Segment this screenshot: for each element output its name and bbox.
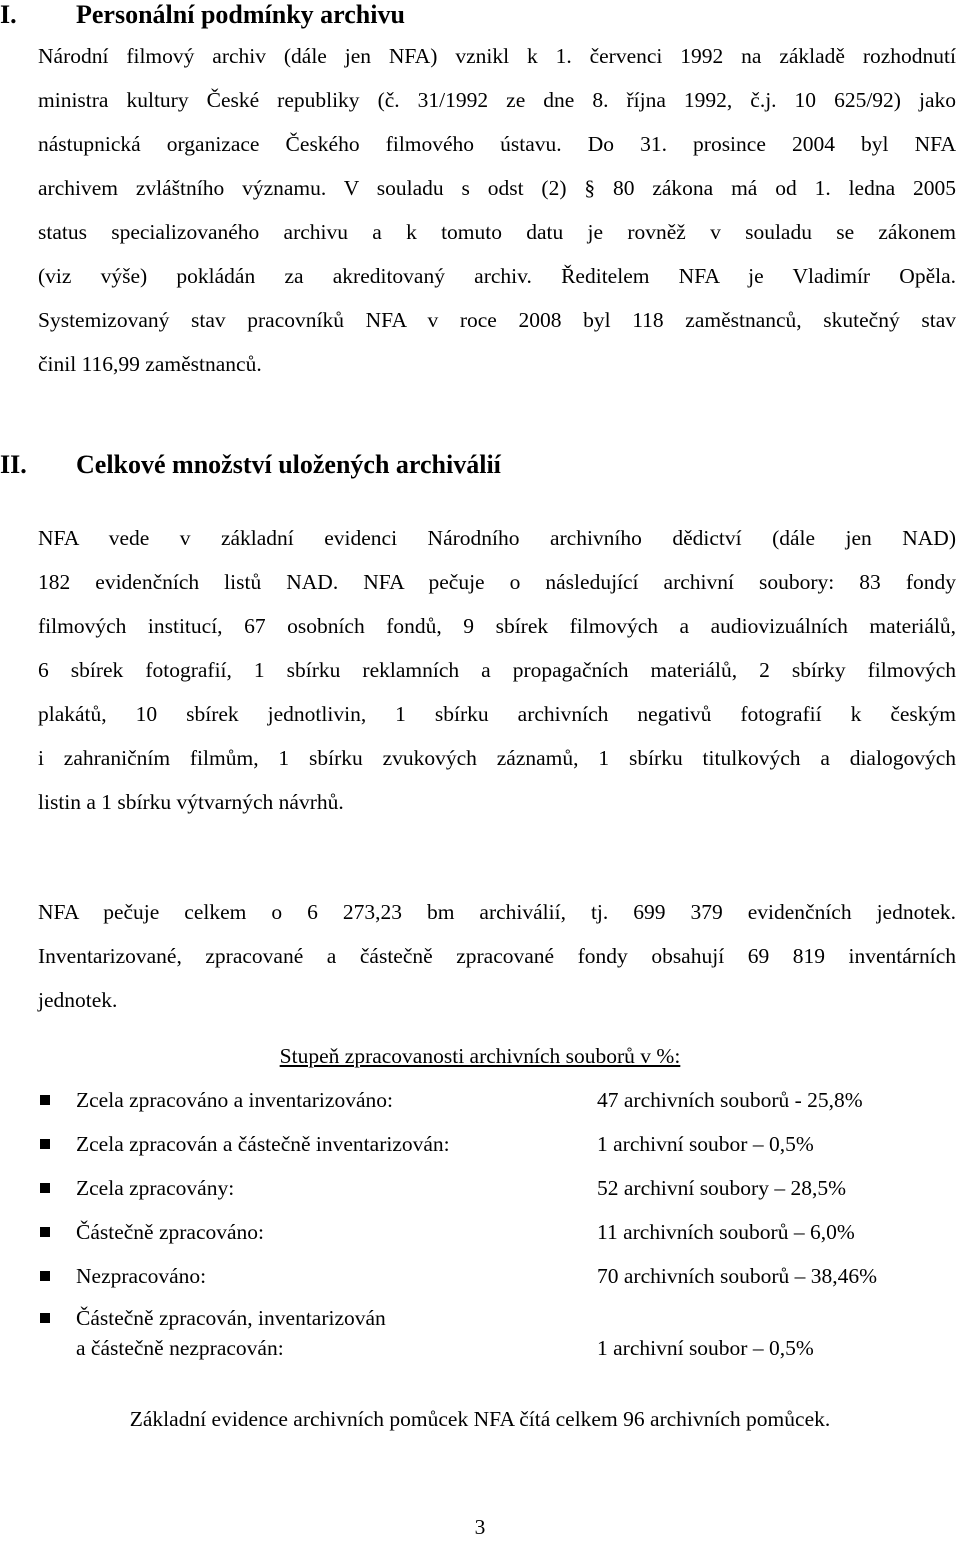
- paragraph-line: nástupnická organizace Českého filmového ústavu. Do 31. prosince 2004 byl NFA: [38, 132, 956, 156]
- square-bullet-icon: [40, 1271, 50, 1281]
- section-2-paragraph-1: [38, 516, 956, 824]
- paragraph-line: filmových institucí, 67 osobních fondů, 9 sbírek filmových a audiovizuálních materiálů,: [38, 614, 956, 638]
- paragraph-line: 182 evidenčních listů NAD. NFA pečuje o následující archivní soubory: 83 fondy: [38, 570, 956, 594]
- stats-label: Nezpracováno:: [76, 1264, 207, 1288]
- section-2-title: Celkové množství uložených archiválií: [76, 450, 501, 479]
- paragraph-line: i zahraničním filmům, 1 sbírku zvukových záznamů, 1 sbírku titulkových a dialogových: [38, 746, 956, 770]
- stats-value: 11 archivních souborů – 6,0%: [597, 1220, 855, 1244]
- paragraph-line: činil 116,99 zaměstnanců.: [38, 352, 262, 376]
- stats-label: Částečně zpracován, inventarizován: [76, 1306, 386, 1330]
- square-bullet-icon: [40, 1313, 50, 1323]
- stats-label-continued: a částečně nezpracován:: [76, 1336, 284, 1360]
- paragraph-line: listin a 1 sbírku výtvarných návrhů.: [38, 790, 344, 814]
- section-2-number: II.: [0, 450, 27, 479]
- stats-label: Zcela zpracováno a inventarizováno:: [76, 1088, 393, 1112]
- section-1-paragraph: [38, 34, 956, 386]
- paragraph-line: NFA vede v základní evidenci Národního archivního dědictví (dále jen NAD): [38, 526, 956, 550]
- section-1-title: Personální podmínky archivu: [76, 0, 405, 29]
- paragraph-line: Systemizovaný stav pracovníků NFA v roce 2008 byl 118 zaměstnanců, skutečný stav: [38, 308, 956, 332]
- paragraph-line: jednotek.: [38, 988, 118, 1012]
- square-bullet-icon: [40, 1095, 50, 1105]
- square-bullet-icon: [40, 1183, 50, 1193]
- stats-value: 70 archivních souborů – 38,46%: [597, 1264, 878, 1288]
- paragraph-line: Inventarizované, zpracované a částečně zpracované fondy obsahují 69 819 inventárních: [38, 944, 956, 968]
- stats-label: Zcela zpracovány:: [76, 1176, 235, 1200]
- paragraph-line: archivem zvláštního významu. V souladu s odst (2) § 80 zákona má od 1. ledna 2005: [38, 176, 956, 200]
- paragraph-line: NFA pečuje celkem o 6 273,23 bm archiválií, tj. 699 379 evidenčních jednotek.: [38, 900, 956, 924]
- footer-note: Základní evidence archivních pomůcek NFA čítá celkem 96 archivních pomůcek.: [129, 1407, 831, 1431]
- stats-label: Zcela zpracován a částečně inventarizován:: [76, 1132, 450, 1156]
- stats-value: 47 archivních souborů - 25,8%: [597, 1088, 863, 1112]
- square-bullet-icon: [40, 1139, 50, 1149]
- paragraph-line: Národní filmový archiv (dále jen NFA) vznikl k 1. červenci 1992 na základě rozhodnutí: [38, 44, 956, 68]
- paragraph-line: ministra kultury České republiky (č. 31/1992 ze dne 8. října 1992, č.j. 10 625/92) jako: [38, 88, 956, 112]
- paragraph-line: plakátů, 10 sbírek jednotlivin, 1 sbírku archivních negativů fotografií k českým: [38, 702, 956, 726]
- stats-label: Částečně zpracováno:: [76, 1220, 265, 1244]
- paragraph-line: 6 sbírek fotografií, 1 sbírku reklamních a propagačních materiálů, 2 sbírky filmových: [38, 658, 956, 682]
- paragraph-line: (viz výše) pokládán za akreditovaný archiv. Ředitelem NFA je Vladimír Opěla.: [38, 264, 956, 288]
- page-number: 3: [474, 1515, 486, 1539]
- stats-title: [0, 1044, 960, 1069]
- section-1-number: I.: [0, 0, 17, 29]
- stats-value: 1 archivní soubor – 0,5%: [597, 1336, 814, 1360]
- section-2-paragraph-2: [38, 890, 956, 1022]
- square-bullet-icon: [40, 1227, 50, 1237]
- stats-title-text: Stupeň zpracovanosti archivních souborů v %:: [279, 1044, 681, 1068]
- paragraph-line: status specializovaného archivu a k tomuto datu je rovněž v souladu se zákonem: [38, 220, 956, 244]
- stats-value: 52 archivní soubory – 28,5%: [597, 1176, 847, 1200]
- stats-value: 1 archivní soubor – 0,5%: [597, 1132, 814, 1156]
